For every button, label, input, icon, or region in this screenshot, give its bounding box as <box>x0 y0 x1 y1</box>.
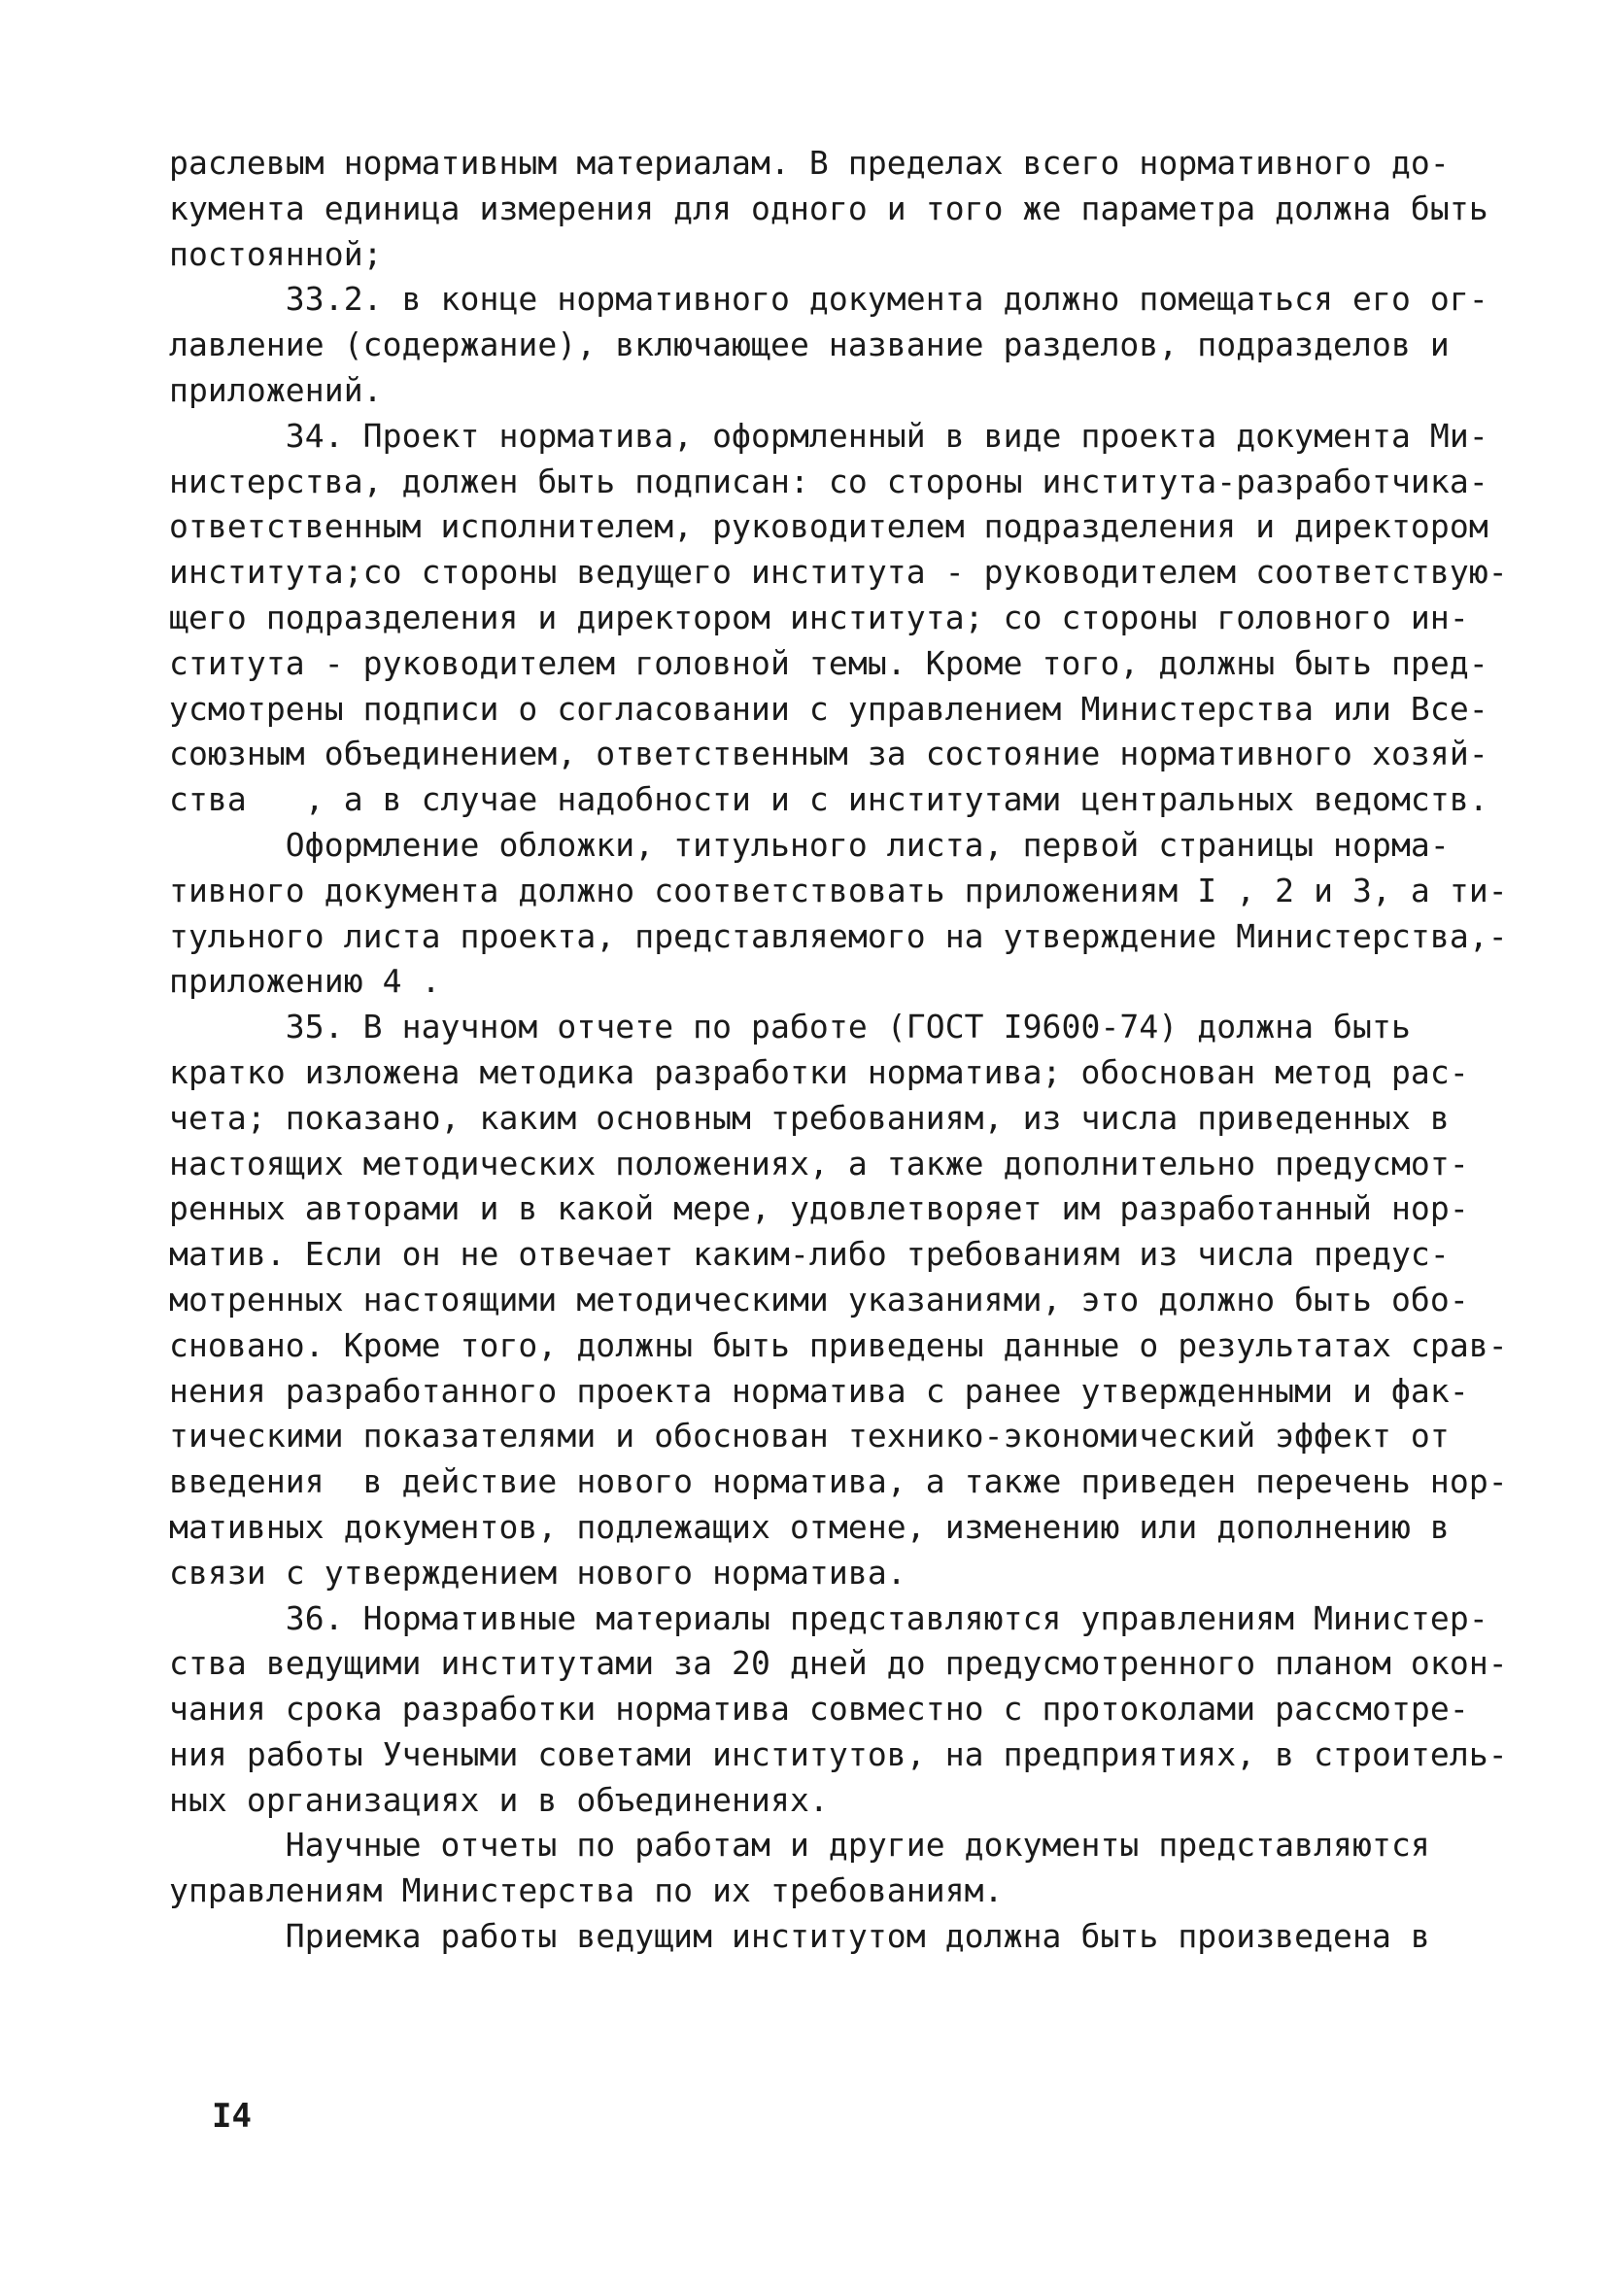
text-line: нения разработанного проекта норматива с ранее утвержденными и фак- <box>169 1371 1469 1410</box>
text-line: лавление (содержание), включающее название разделов, подразделов и <box>169 326 1450 364</box>
text-line: тульного листа проекта, представляемого на утверждение Министерства,- <box>169 916 1508 955</box>
text-line: постоянной; <box>169 234 383 273</box>
text-line: сновано. Кроме того, должны быть приведены данные о результатах срав- <box>169 1325 1508 1364</box>
text-line: настоящих методических положениях, а также дополнительно предусмот- <box>169 1144 1469 1182</box>
text-line: кратко изложена методика разработки норматива; обоснован метод рас- <box>169 1052 1469 1091</box>
text-line: мотренных настоящими методическими указаниями, это должно быть обо- <box>169 1280 1469 1319</box>
text-line: ститута - руководителем головной темы. Кроме того, должны быть пред- <box>169 643 1488 682</box>
text-line: кумента единица измерения для одного и того же параметра должна быть <box>169 188 1488 227</box>
text-line: ства , а в случае надобности и с институтами центральных ведомств. <box>169 780 1488 819</box>
text-line: 34. Проект норматива, оформленный в виде проекта документа Ми- <box>169 416 1488 455</box>
text-line: института;со стороны ведущего института - руководителем соответствую- <box>169 553 1508 592</box>
text-line: щего подразделения и директором института; со стороны головного ин- <box>169 598 1469 636</box>
text-line: тивного документа должно соответствовать приложениям I , 2 и 3, а ти- <box>169 871 1508 909</box>
text-line: ства ведущими институтами за 20 дней до предусмотренного планом окон- <box>169 1644 1508 1683</box>
text-line: Оформление обложки, титульного листа, первой страницы норма- <box>169 825 1450 864</box>
text-line: введения в действие нового норматива, а также приведен перечень нор- <box>169 1462 1508 1501</box>
text-line: нистерства, должен быть подписан: со стороны института-разработчика- <box>169 462 1488 500</box>
text-line: управлениям Министерства по их требованиям. <box>169 1871 1004 1910</box>
text-line: усмотрены подписи о согласовании с управлением Министерства или Все- <box>169 689 1488 728</box>
text-line: приложению 4 . <box>169 962 441 1001</box>
text-line: матив. Если он не отвечает каким-либо требованиям из числа предус- <box>169 1235 1450 1274</box>
text-line: раслевым нормативным материалам. В пределах всего нормативного до- <box>169 144 1450 182</box>
document-body <box>169 141 1508 1960</box>
text-line: Научные отчеты по работам и другие документы представляются <box>169 1826 1430 1865</box>
text-line: союзным объединением, ответственным за состояние нормативного хозяй- <box>169 735 1488 773</box>
text-line: мативных документов, подлежащих отмене, изменению или дополнению в <box>169 1507 1450 1546</box>
text-line: 36. Нормативные материалы представляются управлениям Министер- <box>169 1598 1488 1637</box>
text-line: ных организациях и в объединениях. <box>169 1780 829 1819</box>
text-line: 33.2. в конце нормативного документа должно помещаться его ог- <box>169 280 1488 319</box>
text-line: ренных авторами и в какой мере, удовлетворяет им разработанный нор- <box>169 1189 1469 1228</box>
page-number: I4 <box>212 2097 252 2136</box>
text-line: чета; показано, каким основным требованиям, из числа приведенных в <box>169 1098 1450 1137</box>
text-line: ответственным исполнителем, руководителем подразделения и директором <box>169 507 1488 546</box>
text-line: связи с утверждением нового норматива. <box>169 1553 906 1592</box>
text-line: ния работы Учеными советами институтов, на предприятиях, в строитель- <box>169 1734 1508 1773</box>
text-line: чания срока разработки норматива совместно с протоколами рассмотре- <box>169 1690 1469 1729</box>
text-line: тическими показателями и обоснован технико-экономический эффект от <box>169 1417 1450 1456</box>
text-line: приложений. <box>169 370 383 409</box>
text-line: 35. В научном отчете по работе (ГОСТ I9600-74) должна быть <box>169 1008 1411 1046</box>
text-line: Приемка работы ведущим институтом должна быть произведена в <box>169 1917 1430 1956</box>
